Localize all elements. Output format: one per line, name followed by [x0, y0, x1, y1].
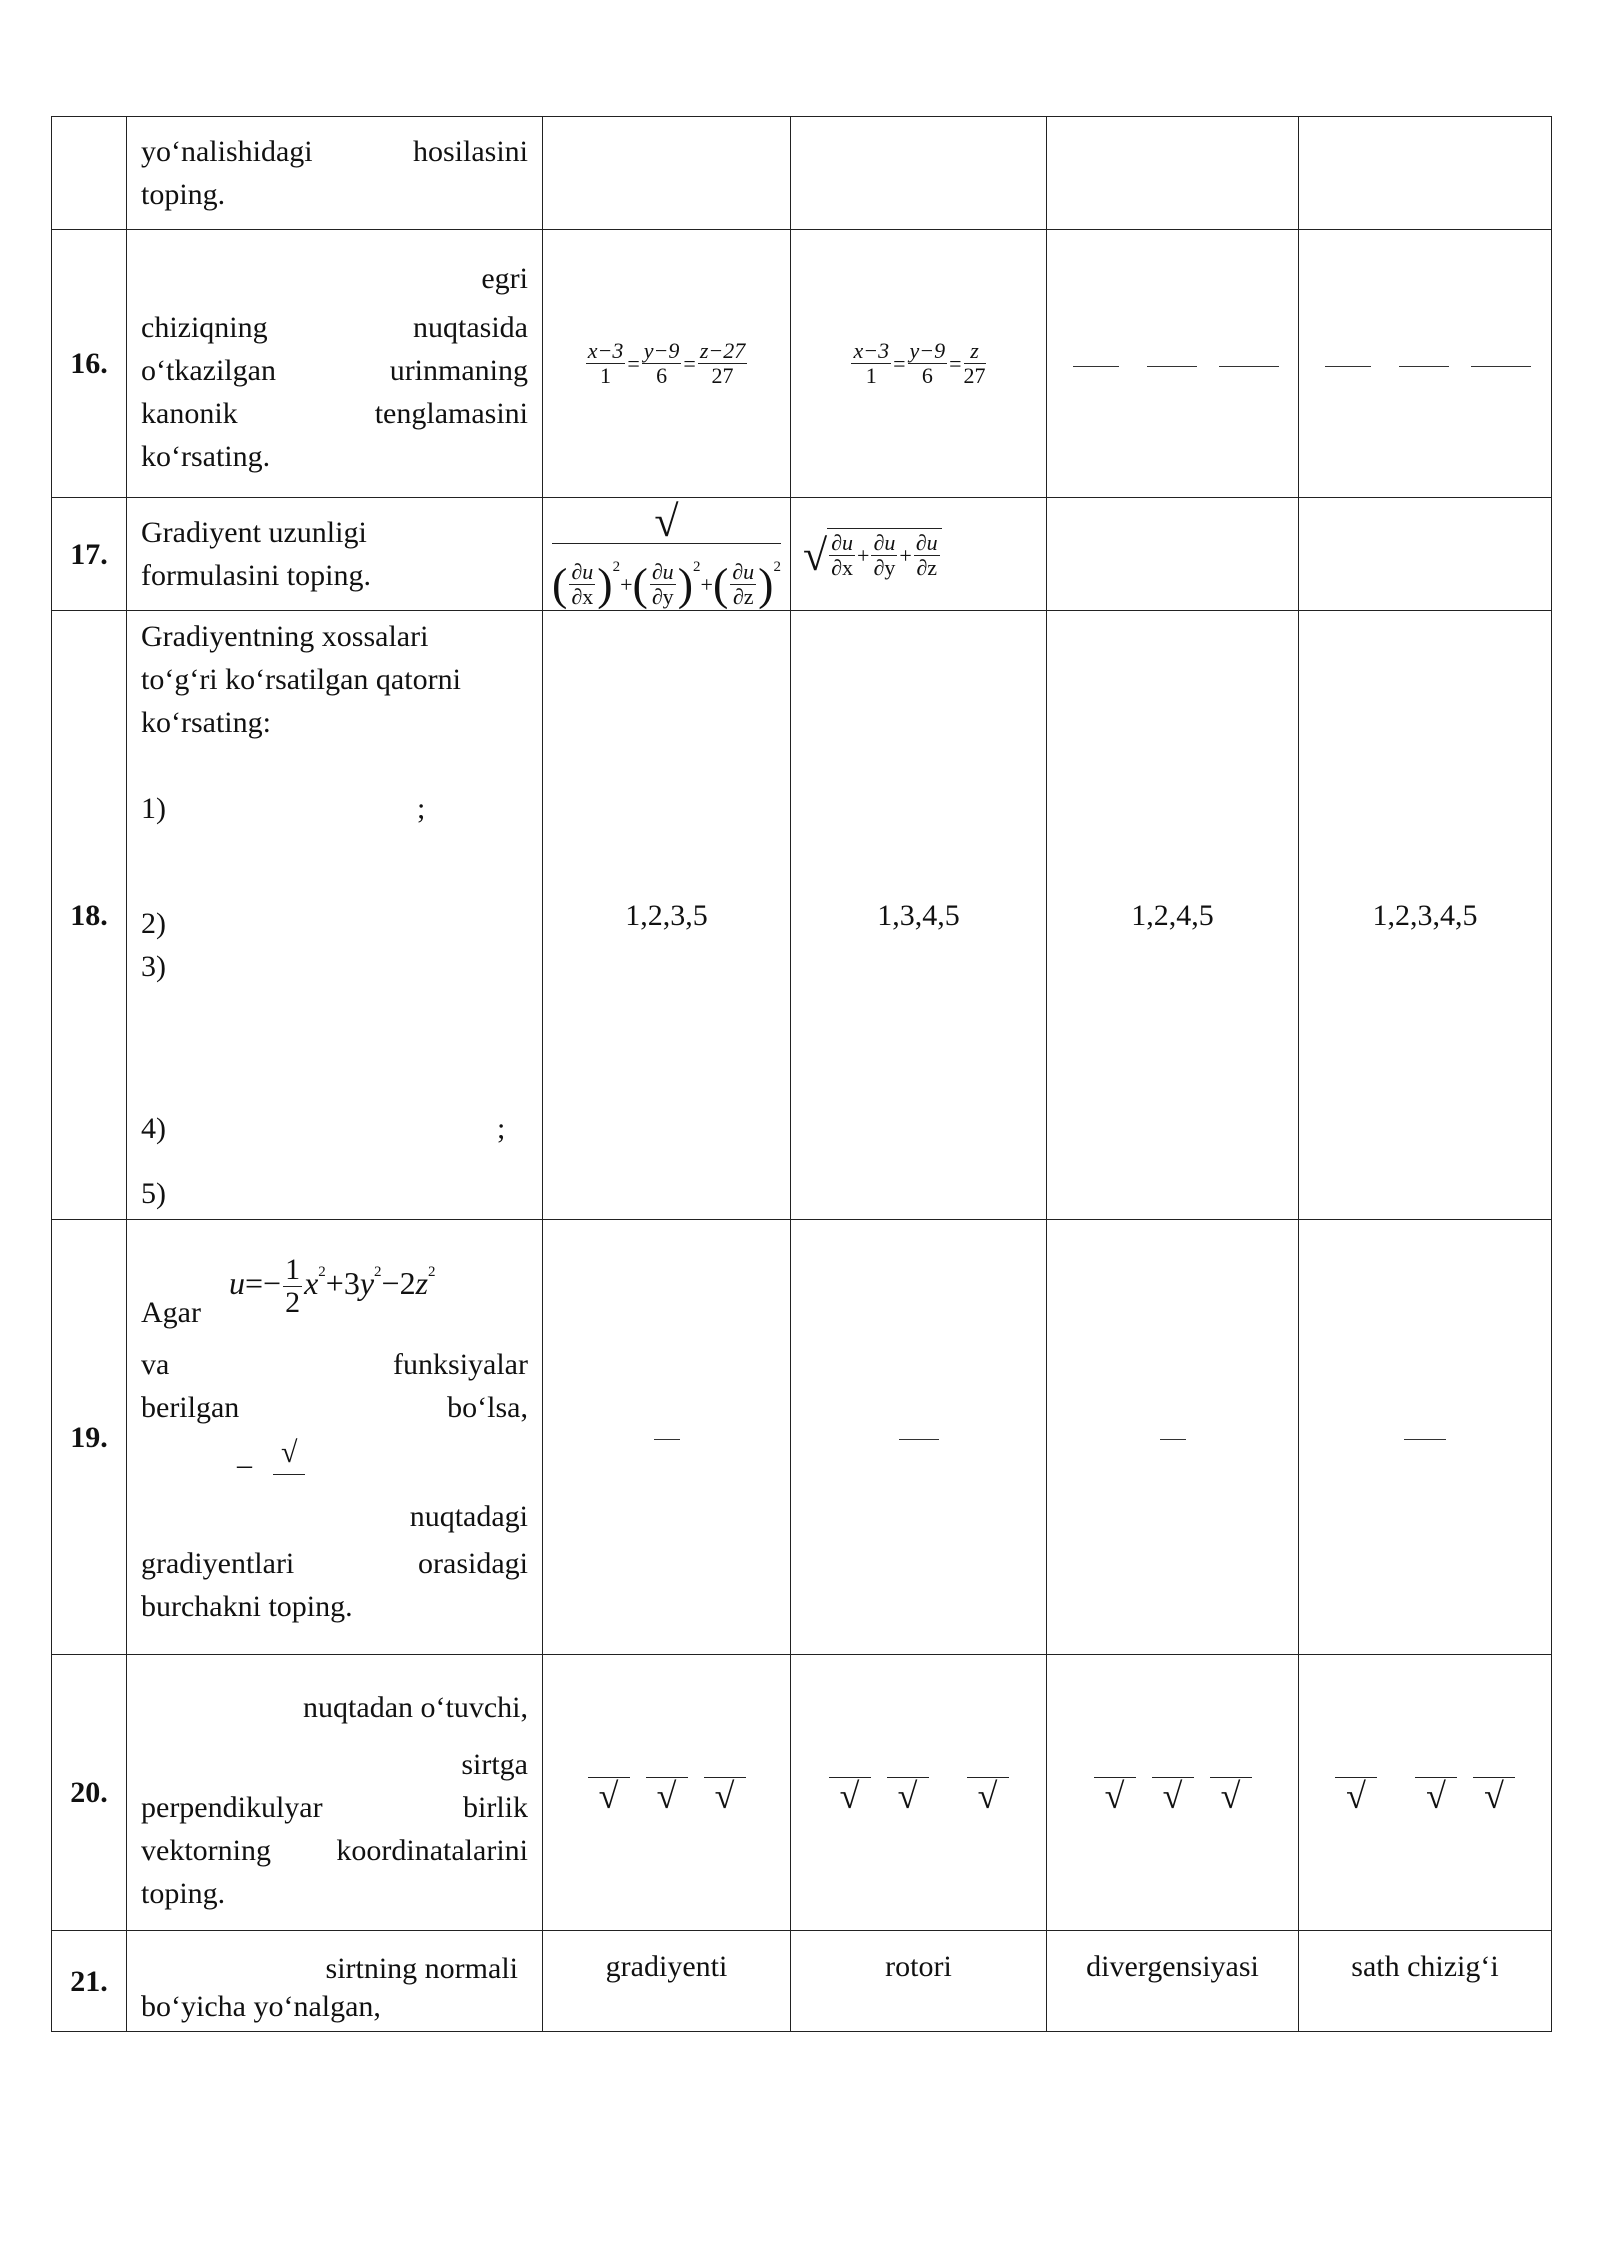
table-row-q20 [52, 1655, 1552, 1931]
blank-fraction-line [1471, 366, 1531, 367]
q20-number: 20. [52, 1655, 127, 1931]
q17-answer-d [1299, 498, 1552, 611]
q15-question: yo‘nalishidagi hosilasini toping. [127, 117, 543, 230]
q19-number: 19. [52, 1220, 127, 1655]
q18-answer-c: 1,2,4,5 [1047, 611, 1299, 1220]
blank-fraction-line [1073, 366, 1119, 367]
q19-answer-b [791, 1220, 1047, 1655]
blank-fraction-line [1404, 1439, 1446, 1440]
table-row-q18 [52, 611, 1552, 1220]
test-questions-table [51, 116, 1552, 2032]
q18-answer-d: 1,2,3,4,5 [1299, 611, 1552, 1220]
blank-fraction-line [1219, 366, 1279, 367]
q15-answer-b [791, 117, 1047, 230]
q21-answer-a: gradiyenti [543, 1931, 791, 2032]
q19-point-expression: – √ [141, 1429, 528, 1489]
radical-icon: √ [1415, 1777, 1457, 1814]
table-row-q19 [52, 1220, 1552, 1655]
q16-answer-a: $\frac{x-3}{1}$ = $\frac{y-9}{6}$ = $\frac{z-27}{27}$ [543, 230, 791, 498]
radical-icon: √ [704, 1777, 746, 1814]
blank-fraction-line [1325, 366, 1371, 367]
q18-number: 18. [52, 611, 127, 1220]
q17-answer-c [1047, 498, 1299, 611]
q21-answer-d: sath chizig‘i [1299, 1931, 1552, 2032]
blank-fraction-line [1160, 1439, 1186, 1440]
radical-icon: √ [1210, 1777, 1252, 1814]
q19-question: Agar u=− $\frac{1}{2}$ $x^2+3y^2-2z^2$ va funksiyalar berilgan bo‘lsa, – √ nuqtadagi gradiyentlari orasidagi burchakni toping. [127, 1220, 543, 1655]
radical-icon: √ [829, 1777, 871, 1814]
q19-answer-a [543, 1220, 791, 1655]
blank-fraction-line [1147, 366, 1197, 367]
q17-question: Gradiyent uzunligi formulasini toping. [127, 498, 543, 611]
q15-answer-a [543, 117, 791, 230]
q19-answer-c [1047, 1220, 1299, 1655]
radical-icon: √ [887, 1777, 929, 1814]
radical-icon: √ [1094, 1777, 1136, 1814]
q16-answer-d [1299, 230, 1552, 498]
q17-answer-a: √( $\frac{\partial u}{\partial x}$ )$^2$+( $\frac{\partial u}{\partial y}$ )$^2$+( $\frac{\partial u}{\partial z}$ )$^2$ [543, 498, 791, 611]
table-row-q17 [52, 498, 1552, 611]
q16-question: egri chiziqning nuqtasida o‘tkazilgan urinmaning kanonik tenglamasini ko‘rsating. [127, 230, 543, 498]
radical-icon: √ [588, 1777, 630, 1814]
q19-answer-d [1299, 1220, 1552, 1655]
q16-number: 16. [52, 230, 127, 498]
q15-number-cell [52, 117, 127, 230]
q17-number: 17. [52, 498, 127, 611]
q21-question: sirtning normali bo‘yicha yo‘nalgan, [127, 1931, 543, 2032]
q16-answer-b: $\frac{x-3}{1}$ = $\frac{y-9}{6}$ = $\frac{z}{27}$ [791, 230, 1047, 498]
blank-fraction-line [899, 1439, 939, 1440]
q16-answer-c [1047, 230, 1299, 498]
blank-fraction-line [1399, 366, 1449, 367]
radical-icon: √ [1335, 1777, 1377, 1814]
blank-fraction-line [654, 1439, 680, 1440]
radical-icon: √ [1473, 1777, 1515, 1814]
q21-answer-c: divergensiyasi [1047, 1931, 1299, 2032]
radical-icon: √ [646, 1777, 688, 1814]
q20-answer-a [543, 1655, 791, 1931]
q21-number: 21. [52, 1931, 127, 2032]
q17-answer-b: √ $\frac{\partial u}{\partial x}$ + $\frac{\partial u}{\partial y}$ + $\frac{\partial u}{\partial z}$ [791, 498, 1047, 611]
table-row-q16 [52, 230, 1552, 498]
q18-answer-b: 1,3,4,5 [791, 611, 1047, 1220]
q21-answer-b: rotori [791, 1931, 1047, 2032]
q20-question: nuqtadan o‘tuvchi, sirtga perpendikulyar birlik vektorning koordinatalarini toping. [127, 1655, 543, 1931]
q20-answer-c [1047, 1655, 1299, 1931]
q15-answer-d [1299, 117, 1552, 230]
q20-answer-d [1299, 1655, 1552, 1931]
q18-answer-a: 1,2,3,5 [543, 611, 791, 1220]
q20-answer-b [791, 1655, 1047, 1931]
radical-icon: √ [967, 1777, 1009, 1814]
radical-icon: √ [1152, 1777, 1194, 1814]
q19-function-formula: u=− $\frac{1}{2}$ $x^2+3y^2-2z^2$ [229, 1252, 436, 1319]
q15-answer-c [1047, 117, 1299, 230]
q18-question: Gradiyentning xossalari to‘g‘ri ko‘rsatilgan qatorni ko‘rsating: 1) ; 2) 3) 4) ; 5) [127, 611, 543, 1220]
table-row-q15 [52, 117, 1552, 230]
table-row-q21 [52, 1931, 1552, 2032]
